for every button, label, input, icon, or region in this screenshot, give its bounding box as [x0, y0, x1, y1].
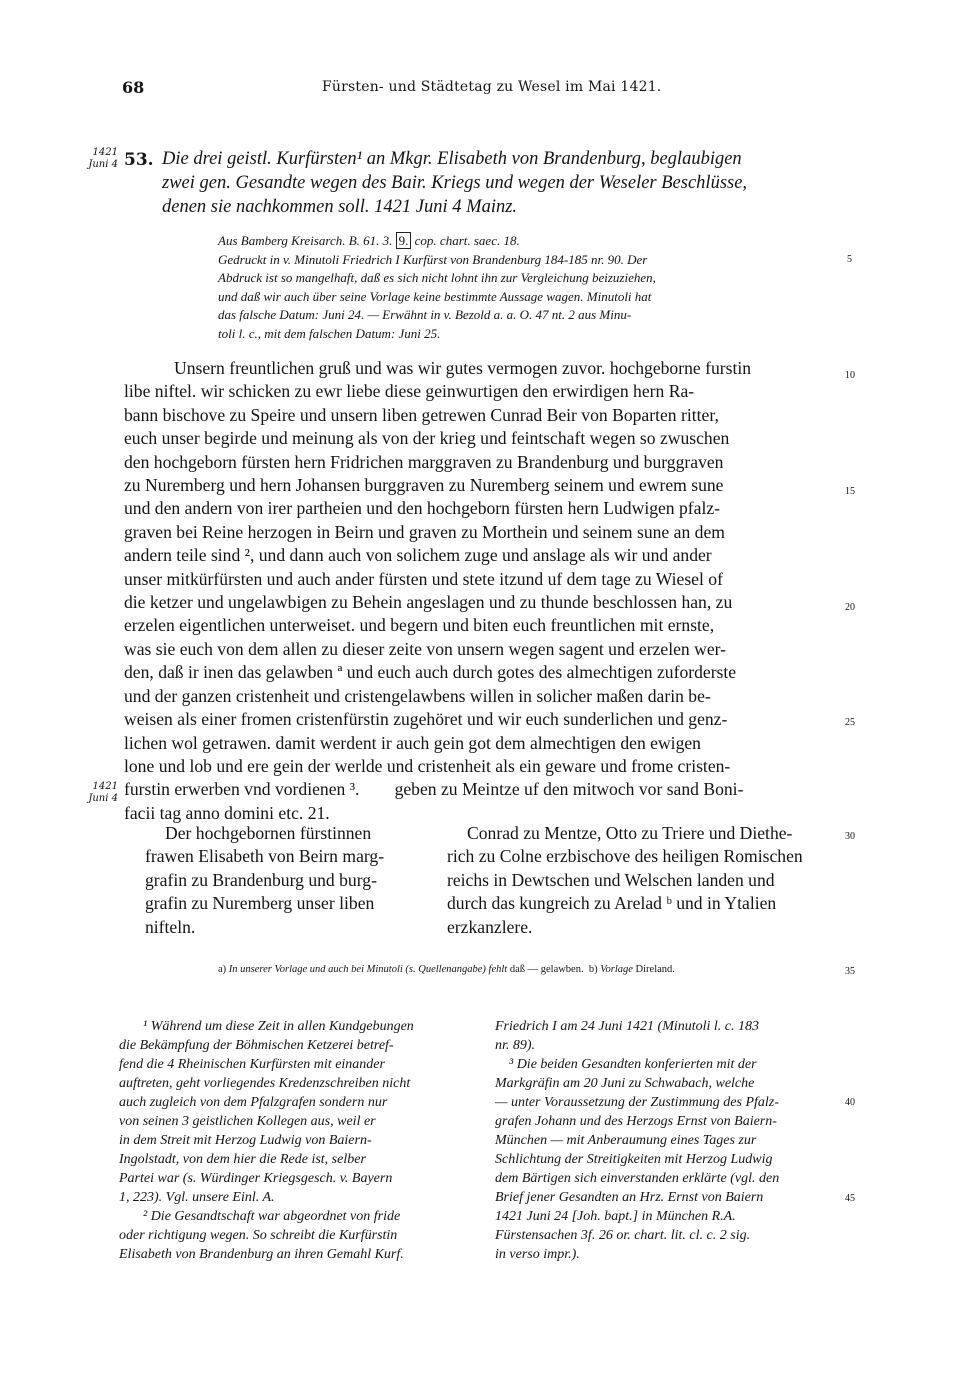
note-line: Friedrich I am 24 Juni 1421 (Minutoli l. c. 183: [495, 1019, 760, 1034]
note-line: Ingolstadt, von dem hier die Rede ist, selber: [119, 1152, 366, 1167]
letter-line: bann bischove zu Speire und unsern liben getrewen Cunrad Beir von Boparten ritter,: [124, 404, 719, 425]
line-number: 35: [845, 966, 855, 977]
footnote-b-text: Vorlage: [600, 964, 633, 975]
note-line: Elisabeth von Brandenburg an ihren Gemahl Kurf.: [119, 1247, 404, 1262]
signature-line: durch das kungreich zu Arelad ᵇ und in Ytalien: [447, 893, 777, 914]
letter-body: [124, 357, 836, 825]
note-line: ¹ Während um diese Zeit in allen Kundgebungen: [143, 1019, 414, 1034]
signature-line: reichs in Dewtschen und Welschen landen und: [447, 869, 775, 890]
line-number: 30: [845, 831, 855, 842]
margin-date-day: Juni 4: [88, 793, 118, 804]
note-line: grafen Johann und des Herzogs Ernst von Baiern-: [495, 1114, 777, 1129]
regest-line: Die drei geistl. Kurfürsten¹ an Mkgr. Elisabeth von Brandenburg, beglaubigen: [162, 149, 742, 169]
source-line: [218, 232, 838, 251]
letter-line: erzelen eigentlichen unterweiset. und begern und biten euch freuntlichen mit ernste,: [124, 615, 715, 636]
letter-line: weisen als einer fromen cristenfürstin zugehöret und wir euch sunderlichen und genz-: [124, 709, 728, 730]
note-line: München — mit Anberaumung eines Tages zur: [495, 1133, 757, 1148]
margin-date-bottom: [80, 781, 118, 805]
note-line: — unter Voraussetzung der Zustimmung des Pfalz-: [495, 1095, 779, 1110]
note-line: nr. 89).: [495, 1038, 536, 1053]
letter-line: unser mitkürfürsten und auch ander fürsten und stete itzund uf dem tage zu Wiesel of: [124, 568, 723, 589]
letter-line: die ketzer und ungelawbigen zu Behein angeslagen und zu thunde beschlossen han, zu: [124, 592, 733, 613]
note-line: ³ Die beiden Gesandten konferierten mit der: [509, 1057, 757, 1072]
signature-block: [447, 822, 847, 939]
margin-date-top: [80, 147, 118, 171]
line-number: 5: [847, 254, 852, 265]
letter-line: und den andern von irer partheien und den hochgeborn fürsten hern Ludwigen pfalz-: [124, 498, 721, 519]
running-title: Fürsten- und Städtetag zu Wesel im Mai 1421.: [322, 79, 662, 95]
notes-right-column: [495, 1017, 840, 1264]
line-number: 25: [845, 717, 855, 728]
note-line: Partei war (s. Würdinger Kriegsgesch. v. Bayern: [119, 1171, 393, 1186]
page-number: 68: [122, 78, 145, 97]
letter-line: zu Nuremberg und hern Johansen burggraven zu Nuremberg seinem und ewrem sune: [124, 475, 724, 496]
note-line: 1421 Juni 24 [Joh. bapt.] in München R.A.: [495, 1209, 736, 1224]
letter-line: libe niftel. wir schicken zu ewr liebe diese geinwurtigen den erwirdigen hern Ra-: [124, 381, 695, 402]
letter-line: andern teile sind ², und dann auch von solichem zuge und anslage als wir und ander: [124, 545, 712, 566]
letter-line: und der ganzen cristenheit und cristengelawbens willen in solicher maßen darin be-: [124, 685, 711, 706]
line-number: 45: [845, 1193, 855, 1204]
line-number: 10: [845, 370, 855, 381]
note-line: in dem Streit mit Herzog Ludwig von Baiern-: [119, 1133, 372, 1148]
letter-line: was sie euch von dem allen zu dieser zeite von unsern wegen sagent und erzelen wer-: [124, 638, 726, 659]
footnote-a-roman: daß — gelawben.: [509, 964, 584, 975]
letter-line: den hochgeborn fürsten hern Fridrichen marggraven zu Brandenburg und burggraven: [124, 451, 724, 472]
letter-line: lone und lob und ere gein der werlde und cristenheit als ein geware und frome cristen-: [124, 755, 731, 776]
note-line: von seinen 3 geistlichen Kollegen aus, weil er: [119, 1114, 376, 1129]
source-line: Gedruckt in v. Minutoli Friedrich I Kurfürst von Brandenburg 184-185 nr. 90. Der: [218, 251, 648, 267]
source-copy: cop. chart. saec. 18.: [414, 233, 520, 248]
variant-footnote: [218, 964, 675, 975]
note-line: in verso impr.).: [495, 1247, 580, 1262]
line-number: 40: [845, 1097, 855, 1108]
note-line: Schlichtung der Streitigkeiten mit Herzog Ludwig: [495, 1152, 773, 1167]
footnote-a-label: a): [218, 964, 227, 975]
note-line: die Bekämpfung der Böhmischen Ketzerei betref-: [119, 1038, 394, 1053]
letter-line: facii tag anno domini etc. 21.: [124, 802, 330, 823]
letter-line: euch unser begirde und meinung als von der krieg und feintschaft wegen so zwuschen: [124, 428, 730, 449]
note-line: dem Bärtigen sich einverstanden erklärte (vgl. den: [495, 1171, 780, 1186]
note-line: Fürstensachen 3f. 26 or. chart. lit. cl. c. 2 sig.: [495, 1228, 751, 1243]
letter-line: Unsern freuntlichen gruß und was wir gutes vermogen zuvor. hochgeborne furstin: [174, 358, 752, 378]
letter-line: den, daß ir inen das gelawben ª und euch auch durch gotes des almechtigen zuforderste: [124, 662, 737, 683]
note-line: 1, 223). Vgl. unsere Einl. A.: [119, 1190, 275, 1205]
address-line: nifteln.: [145, 916, 196, 937]
footnote-b-roman: Direland.: [635, 964, 675, 975]
note-line: fend die 4 Rheinischen Kurfürsten mit einander: [119, 1057, 385, 1072]
note-line: auch zugleich von dem Pfalzgrafen sondern nur: [119, 1095, 388, 1110]
source-box-number: 9.: [396, 232, 412, 249]
footnote-b-label: b): [588, 964, 598, 975]
note-line: Markgräfin am 20 Juni zu Schwabach, welche: [495, 1076, 755, 1091]
document-number: 53.: [124, 150, 154, 170]
address-block: [145, 822, 425, 939]
note-line: oder richtigung wegen. So schreibt die Kurfürstin: [119, 1228, 398, 1243]
address-line: grafin zu Brandenburg und burg-: [145, 869, 377, 890]
line-number: 15: [845, 486, 855, 497]
address-line: grafin zu Nuremberg unser liben: [145, 893, 375, 914]
source-line: das falsche Datum: Juni 24. — Erwähnt in v. Bezold a. a. O. 47 nt. 2 aus Minu-: [218, 307, 632, 323]
source-description: [218, 232, 838, 344]
line-number: 20: [845, 602, 855, 613]
address-line: Der hochgebornen fürstinnen: [165, 823, 372, 843]
regest-line: denen sie nachkommen soll. 1421 Juni 4 Mainz.: [162, 197, 518, 217]
notes-left-column: [119, 1017, 479, 1264]
source-archive: Aus Bamberg Kreisarch. B. 61. 3.: [218, 233, 393, 248]
margin-date-day: Juni 4: [88, 159, 118, 170]
margin-date-year: 1421: [92, 781, 118, 792]
source-line: und daß wir auch über seine Vorlage keine bestimmte Aussage wagen. Minutoli hat: [218, 288, 652, 304]
margin-date-year: 1421: [92, 147, 118, 158]
letter-line: furstin erwerben vnd vordienen ³. geben zu Meintze uf den mitwoch vor sand Boni-: [124, 779, 744, 800]
note-line: ² Die Gesandtschaft war abgeordnet von fride: [143, 1209, 401, 1224]
note-line: Brief jener Gesandten an Hrz. Ernst von Baiern: [495, 1190, 764, 1205]
note-line: auftreten, geht vorliegendes Kredenzschreiben nicht: [119, 1076, 411, 1091]
footnote-a-text: In unserer Vorlage und auch bei Minutoli (s. Quellenangabe) fehlt: [228, 964, 508, 975]
signature-line: erzkanzlere.: [447, 916, 533, 937]
signature-line: Conrad zu Mentze, Otto zu Triere und Diethe-: [467, 823, 793, 843]
letter-line: lichen wol getrawen. damit werdent ir auch gein got dem almechtigen den ewigen: [124, 732, 701, 753]
source-line: Abdruck ist so mangelhaft, daß es sich nicht lohnt ihn zur Vergleichung beizuziehen,: [218, 270, 656, 286]
address-line: frawen Elisabeth von Beirn marg-: [145, 846, 385, 867]
regest-line: zwei gen. Gesandte wegen des Bair. Kriegs und wegen der Weseler Beschlüsse,: [162, 173, 748, 193]
regest: [162, 147, 842, 219]
source-line: toli l. c., mit dem falschen Datum: Juni 25.: [218, 325, 441, 341]
signature-line: rich zu Colne erzbischove des heiligen Romischen: [447, 846, 803, 867]
letter-line: graven bei Reine herzogen in Beirn und graven zu Morthein und seinem sune an dem: [124, 521, 725, 542]
